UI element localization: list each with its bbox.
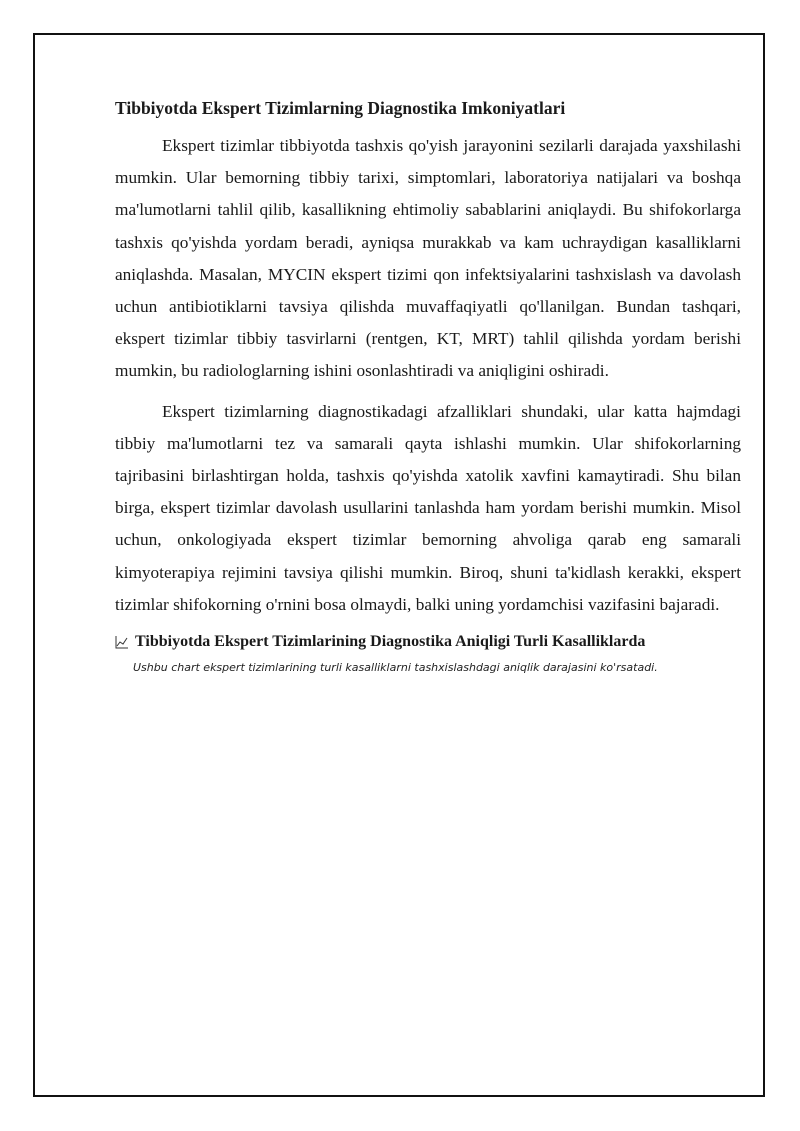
document-body: [115, 96, 741, 677]
figure-title: Tibbiyotda Ekspert Tizimlarining Diagnostika Aniqligi Turli Kasalliklarda: [135, 633, 646, 651]
document-title: Tibbiyotda Ekspert Tizimlarning Diagnostika Imkoniyatlari: [115, 98, 566, 118]
line-chart-icon: [115, 635, 129, 649]
paragraph-2: Ekspert tizimlarning diagnostikadagi afzalliklari shundaki, ular katta hajmdagi tibbiy ma'lumotlarni tez va samarali qayta ishlashi mumkin. Ular shifokorlarning tajribasini birlashtirgan holda, tashxis qo'yishda xatolik xavfini kamaytiradi. Shu bilan birga, ekspert tizimlar davolash usullarini tanlashda ham yordam berishi mumkin. Misol uchun, onkologiyada ekspert tizimlar bemorning ahvoliga qarab eng samarali kimyoterapiya rejimini tavsiya qilishi mumkin. Biroq, shuni ta'kidlash kerakki, ekspert tizimlar shifokorning o'rnini bosa olmaydi, balki uning yordamchisi vazifasini bajaradi.: [115, 401, 741, 614]
figure-title-row: [115, 631, 741, 653]
figure-caption: Ushbu chart ekspert tizimlarining turli kasalliklarni tashxislashdagi aniqlik darajasini ko'rsatadi.: [133, 661, 658, 675]
figure-block: [115, 631, 741, 677]
paragraph-1: Ekspert tizimlar tibbiyotda tashxis qo'yish jarayonini sezilarli darajada yaxshilashi mumkin. Ular bemorning tibbiy tarixi, simptomlari, laboratoriya natijalari va boshqa ma'lumotlarni tahlil qilib, kasallikning ehtimoliy sabablarini aniqlaydi. Bu shifokorlarga tashxis qo'yishda yordam beradi, ayniqsa murakkab va kam uchraydigan kasalliklarni aniqlashda. Masalan, MYCIN ekspert tizimi qon infektsiyalarini tashxislash va davolash uchun antibiotiklarni tavsiya qilishda muvaffaqiyatli qo'llanilgan. Bundan tashqari, ekspert tizimlar tibbiy tasvirlarni (rentgen, KT, MRT) tahlil qilishda yordam berishi mumkin, bu radiologlarning ishini osonlashtiradi va aniqligini oshiradi.: [115, 136, 741, 381]
